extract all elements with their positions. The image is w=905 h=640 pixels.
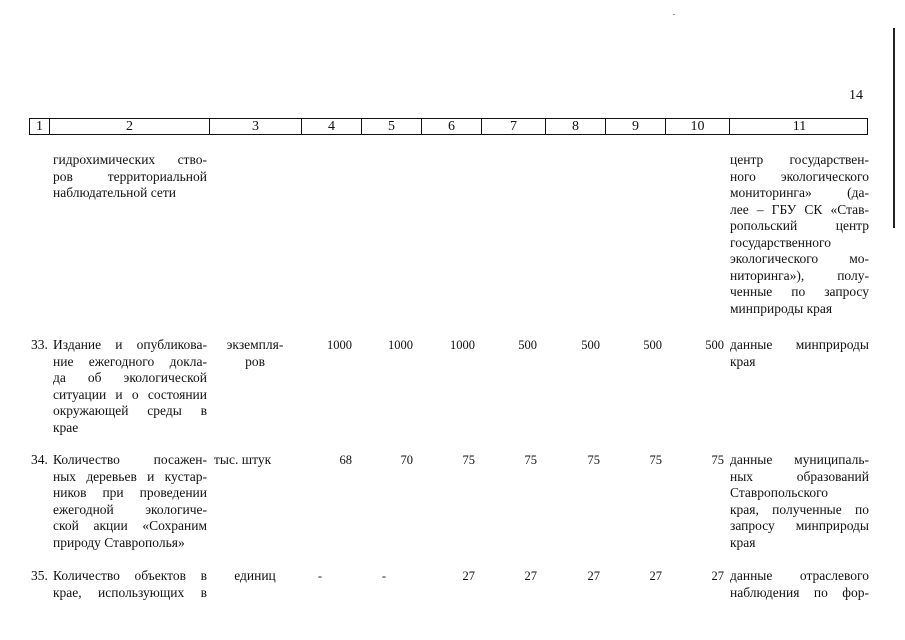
unit-line: экземпля-: [226, 337, 284, 352]
indicator-name: [53, 568, 207, 601]
source-line: Ставропольского: [730, 485, 829, 500]
value-cell: 1000: [450, 338, 475, 352]
name-line: природу Ставрополья»: [53, 534, 185, 550]
name-line: ников при проведении: [53, 485, 207, 500]
value-cell: 75: [587, 453, 600, 467]
unit-line: тыс. штук: [214, 452, 272, 467]
value-cell: -: [381, 569, 387, 583]
name-line: ных деревьев и кустар-: [53, 468, 207, 484]
source-line: лее – ГБУ СК «Став-: [730, 201, 869, 217]
header-col-8: 8: [546, 119, 606, 134]
source-line: края: [730, 353, 756, 369]
continued-indicator-name: [53, 152, 207, 202]
value-cell: 1000: [327, 338, 352, 352]
source-line: ченные по запросу: [730, 284, 869, 299]
unit-cell: [214, 452, 296, 469]
source-line: ропольский центр: [730, 218, 869, 233]
data-source: [730, 452, 869, 551]
value-cell: 75: [524, 453, 537, 467]
table-header-row: [29, 118, 868, 135]
source-line: экологического мо-: [730, 251, 869, 266]
row-number: 33.: [31, 337, 48, 352]
value-cell: 75: [711, 453, 724, 467]
name-line: крае: [53, 419, 79, 435]
source-line: ных образований: [730, 468, 869, 484]
value-cell: 1000: [388, 338, 413, 352]
row-number: 35.: [31, 568, 48, 583]
value-cell: 70: [400, 453, 413, 467]
value-cell: 75: [462, 453, 475, 467]
name-line: ежегодной экологиче-: [53, 501, 207, 517]
continued-data-source: [730, 152, 869, 317]
name-line: ров территориальной: [53, 168, 207, 184]
name-line: ской акции «Сохраним: [53, 518, 207, 533]
source-line: края: [730, 534, 756, 550]
source-line: данные отраслевого: [730, 568, 869, 583]
scan-speck: [673, 14, 675, 15]
data-source: [730, 568, 869, 601]
value-cell: 27: [649, 569, 662, 583]
header-col-9: 9: [606, 119, 666, 134]
source-line: ного экологического: [730, 168, 869, 184]
source-line: наблюдения по фор-: [730, 584, 869, 600]
name-line: наблюдательной сети: [53, 185, 177, 200]
header-col-10: 10: [666, 119, 730, 134]
header-col-11: 11: [792, 119, 807, 134]
value-cell: 27: [524, 569, 537, 583]
source-line: запросу минприроды: [730, 518, 869, 533]
value-cell: 500: [518, 338, 537, 352]
value-cell: 27: [711, 569, 724, 583]
header-col-6: 6: [422, 119, 482, 134]
source-line: центр государствен-: [730, 152, 869, 167]
source-line: данные минприроды: [730, 337, 869, 352]
value-cell: 500: [581, 338, 600, 352]
source-line: государственного: [730, 234, 831, 250]
source-line: мониторинга» (да-: [730, 185, 869, 200]
unit-cell: [214, 568, 296, 585]
indicator-name: [53, 452, 207, 551]
value-cell: 27: [462, 569, 475, 583]
name-line: Издание и опубликова-: [53, 337, 207, 352]
header-col-4: 4: [302, 119, 362, 134]
header-col-7: 7: [482, 119, 546, 134]
name-line: окружающей среды в: [53, 403, 207, 418]
name-line: крае, использующих в: [53, 584, 207, 600]
source-line: минприроды края: [730, 300, 833, 316]
value-cell: 75: [649, 453, 662, 467]
value-cell: 27: [587, 569, 600, 583]
data-source: [730, 337, 869, 370]
header-col-2: 2: [50, 119, 210, 134]
indicator-name: [53, 337, 207, 436]
source-line: ниторинга»), полу-: [730, 267, 869, 283]
unit-line: ров: [245, 353, 265, 369]
name-line: Количество посажен-: [53, 452, 207, 467]
name-line: ситуации и о состоянии: [53, 386, 207, 402]
name-line: гидрохимических ство-: [53, 152, 207, 167]
unit-cell: [214, 337, 296, 370]
header-col-1: 1: [30, 119, 50, 134]
name-line: ние ежегодного докла-: [53, 353, 207, 369]
source-line: данные муниципаль-: [730, 452, 869, 467]
name-line: Количество объектов в: [53, 568, 207, 583]
unit-line: единиц: [234, 568, 276, 583]
source-line: края, полученные по: [730, 501, 869, 517]
name-line: да об экологической: [53, 370, 207, 385]
row-number: 34.: [31, 452, 48, 467]
margin-rule: [893, 28, 895, 228]
page-number: 14: [849, 88, 863, 103]
value-cell: 500: [643, 338, 662, 352]
value-cell: -: [317, 569, 323, 583]
value-cell: 68: [339, 453, 352, 467]
value-cell: 500: [705, 338, 724, 352]
header-col-5: 5: [362, 119, 422, 134]
header-col-3: 3: [210, 119, 302, 134]
